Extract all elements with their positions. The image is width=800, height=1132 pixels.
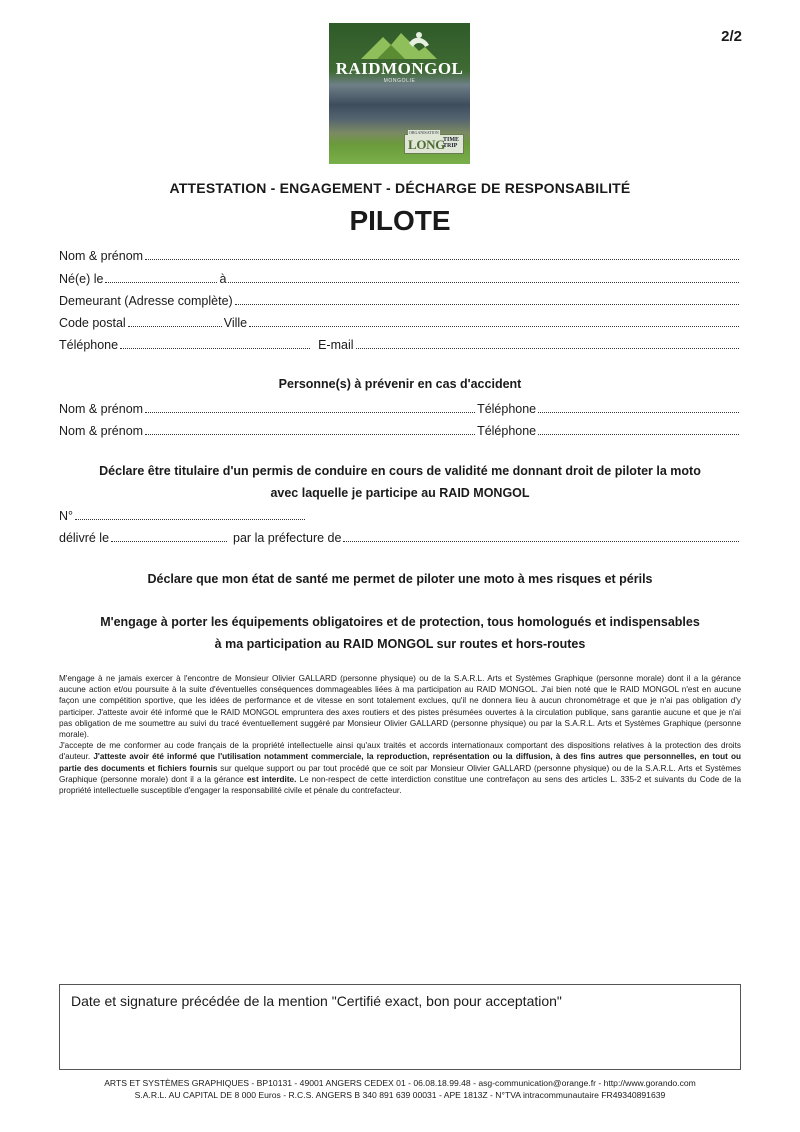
phone-input-line[interactable] (120, 347, 310, 349)
equipment-declaration (0, 611, 800, 655)
birth-place-label: à (219, 272, 227, 286)
legal-paragraph-2: J'accepte de me conformer au code français de la propriété intellectuelle ainsi qu'aux traités et accords internationaux comportant des dispositions relatives à la protection des droits d'auteur. J'atteste avoir été informé que l'utilisation notamment commerciale, la reproduction, représentation ou la diffusion, à des fins autres que personnelles, en tout ou partie des documents et fichiers fournis sur quelque support ou par tout procédé que ce soit par Monsieur Olivier GALLARD (personne physique) ou de la S.A.R.L. Arts et Systèmes Graphique (personne morale) dont il a la gérance est interdite. Le non-respect de cette interdiction constitue une contrefaçon au sens des articles L. 335-2 et suivants du Code de la propriété intellectuelle susceptible d'engager la responsabilité civile et pénale du contrefacteur. (59, 741, 742, 796)
issued-label: délivré le (59, 531, 110, 545)
name-label: Nom & prénom (59, 249, 144, 263)
birth-date-label: Né(e) le (59, 272, 104, 286)
equipment-line-1: M'engage à porter les équipements obligatoires et de protection, tous homologués et indispensables (100, 615, 700, 629)
health-declaration: Déclare que mon état de santé me permet de piloter une moto à mes risques et périls (147, 572, 653, 586)
license-issue-field[interactable] (59, 529, 741, 545)
license-number-input-line[interactable] (75, 518, 305, 520)
emergency-phone-input-line[interactable] (538, 433, 739, 435)
logo-brand-text: RAIDMONGOL (335, 59, 464, 78)
phone-email-field[interactable] (59, 336, 741, 352)
postal-city-field[interactable] (59, 314, 741, 330)
mountain-rider-icon (359, 29, 439, 61)
license-number-field[interactable] (59, 507, 741, 523)
emergency-contact-2[interactable] (59, 422, 741, 438)
city-label: Ville (223, 316, 248, 330)
license-declaration (0, 460, 800, 504)
badge-time-trip-text: TIME TRIP (443, 137, 460, 149)
legal-text (59, 673, 741, 796)
email-input-line[interactable] (356, 347, 740, 349)
email-label: E-mail (318, 338, 354, 352)
prefecture-input-line[interactable] (343, 540, 739, 542)
document-title: ATTESTATION - ENGAGEMENT - DÉCHARGE DE RESPONSABILITÉ (169, 180, 631, 196)
license-declaration-line-2: avec laquelle je participe au RAID MONGOL (270, 486, 530, 500)
emergency-phone-label: Téléphone (477, 424, 537, 438)
legal-paragraph-1: M'engage à ne jamais exercer à l'encontre de Monsieur Olivier GALLARD (personne physique) ou de la S.A.R.L. Arts et Systèmes Graphique (personne morale) dont il a la gérance aucune action et/ou poursuite à la suite d'éventuelles conséquences dommageables liées à ma participation au RAID MONGOL. J'ai bien noté que le RAID MONGOL n'est en aucune façon une compétition sportive, que les idées de performance et de vitesse en sont totalement exclues, qu'il ne donnera lieu à aucun chronométrage et que je n'ai pas obligation d'y participer. J'atteste avoir été informé que le RAID MONGOL empruntera des axes routiers et des pistes présumées ouvertes à la circulation publique, sans garantie aucune et que je n'ai pas obligation de me soumettre au suivi du tracé éventuellement suggéré par Monsieur Olivier GALLARD (personne physique) ou par la S.A.R.L. Arts et Systèmes Graphique (personne morale). (59, 674, 741, 740)
emergency-name-label: Nom & prénom (59, 424, 144, 438)
badge-long-text: LONG (408, 137, 446, 152)
equipment-line-2: à ma participation au RAID MONGOL sur routes et hors-routes (214, 637, 586, 651)
name-field[interactable] (59, 247, 741, 263)
emergency-heading: Personne(s) à prévenir en cas d'accident (278, 377, 522, 391)
phone-label: Téléphone (59, 338, 119, 352)
prefecture-label: par la préfecture de (233, 531, 342, 545)
emergency-name-input-line[interactable] (145, 411, 475, 413)
postal-code-label: Code postal (59, 316, 126, 330)
emergency-phone-input-line[interactable] (538, 411, 739, 413)
raid-mongol-logo (329, 23, 470, 164)
license-number-label: N° (59, 509, 74, 523)
postal-code-input-line[interactable] (128, 325, 222, 327)
page-number: 2/2 (721, 28, 742, 45)
address-input-line[interactable] (235, 303, 739, 305)
badge-top-text: ORGANISATION (409, 130, 439, 135)
footer-line-2: S.A.R.L. AU CAPITAL DE 8 000 Euros - R.C.S. ANGERS B 340 891 639 00031 - APE 1813Z - N°TVA intracommunautaire FR49340891639 (134, 1090, 666, 1100)
name-input-line[interactable] (145, 258, 739, 260)
address-label: Demeurant (Adresse complète) (59, 294, 233, 308)
birth-place-input-line[interactable] (228, 281, 739, 283)
signature-box[interactable] (59, 984, 741, 1070)
document-role: PILOTE (349, 205, 451, 236)
emergency-name-label: Nom & prénom (59, 402, 144, 416)
city-input-line[interactable] (249, 325, 739, 327)
signature-instruction: Date et signature précédée de la mention "Certifié exact, bon pour acceptation" (71, 993, 562, 1009)
emergency-phone-label: Téléphone (477, 402, 537, 416)
emergency-contact-1[interactable] (59, 400, 741, 416)
issued-date-input-line[interactable] (111, 540, 227, 542)
emergency-name-input-line[interactable] (145, 433, 475, 435)
footer-line-1: ARTS ET SYSTÈMES GRAPHIQUES - BP10131 - 49001 ANGERS CEDEX 01 - 06.08.18.99.48 - asg-communication@orange.fr - http://www.gorando.com (104, 1078, 696, 1088)
birth-field[interactable] (59, 270, 741, 286)
address-field[interactable] (59, 292, 741, 308)
footer (0, 1077, 800, 1101)
long-time-trip-badge (404, 130, 464, 154)
logo-brand-subtext: MONGOLIE (383, 78, 416, 84)
license-declaration-line-1: Déclare être titulaire d'un permis de conduire en cours de validité me donnant droit de piloter la moto (99, 464, 701, 478)
birth-date-input-line[interactable] (105, 281, 217, 283)
